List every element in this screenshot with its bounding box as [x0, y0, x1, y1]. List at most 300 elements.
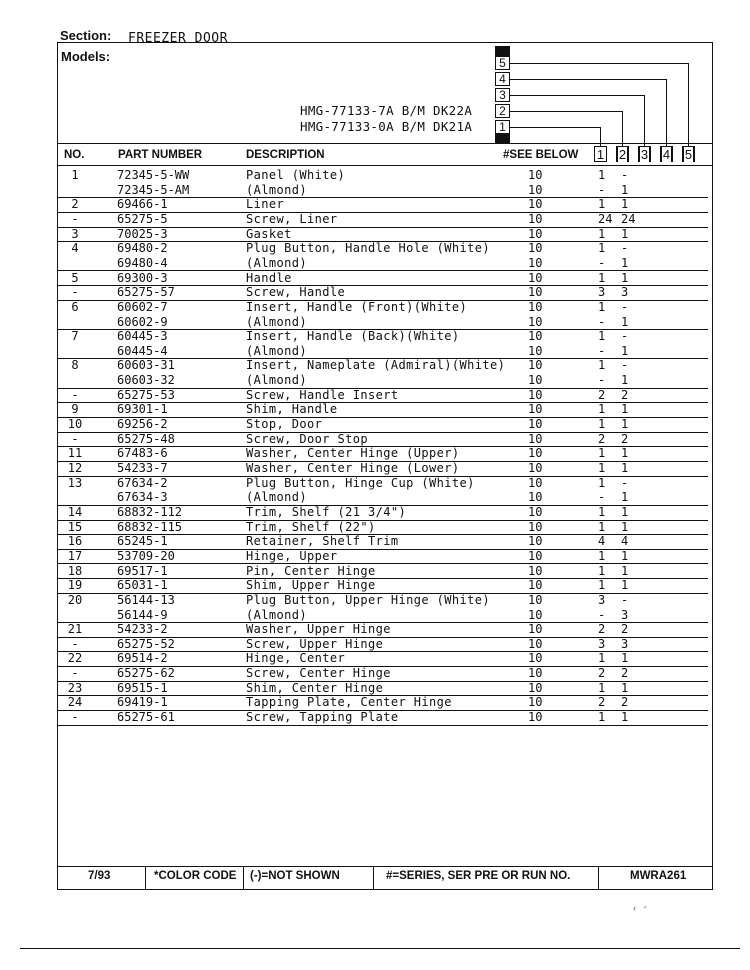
see-below-code: 10: [528, 417, 543, 432]
col-part-number-header: PART NUMBER: [118, 149, 203, 161]
part-description: Screw, Upper Hinge: [246, 636, 384, 651]
models-label: Models:: [61, 49, 111, 64]
see-below-code: 10: [528, 461, 543, 475]
table-row: [58, 402, 708, 418]
see-below-code: 10: [528, 651, 543, 666]
model-stack-cap: [495, 46, 510, 56]
part-description: Screw, Handle: [246, 285, 346, 300]
part-number: 69517-1: [117, 563, 168, 578]
part-number: 72345-5-AM: [117, 182, 190, 197]
part-number: 65275-57: [117, 285, 175, 300]
part-description: Plug Button, Upper Hinge (White): [246, 592, 490, 607]
item-number: -: [71, 431, 79, 446]
part-number: 67634-3: [117, 490, 168, 505]
model-column-3: 3: [638, 146, 651, 162]
table-row: [58, 666, 708, 682]
part-number: 69466-1: [117, 197, 168, 212]
qty-model-1: 2: [598, 622, 606, 637]
col-no-header: NO.: [64, 149, 85, 161]
see-below-code: 10: [528, 299, 543, 314]
qty-model-2: -: [621, 358, 629, 373]
see-below-code: 10: [528, 402, 543, 417]
part-number: 54233-7: [117, 461, 168, 475]
qty-model-1: 2: [598, 695, 606, 710]
qty-model-1: 1: [598, 226, 606, 241]
part-description: (Almond): [246, 314, 307, 329]
model-number-box-4: 4: [495, 72, 510, 86]
part-number: 65275-5: [117, 211, 168, 226]
model-leader-drop: [666, 79, 667, 146]
item-number: 8: [71, 358, 79, 373]
see-below-code: 10: [528, 563, 543, 578]
section-label: Section:: [60, 28, 112, 43]
qty-model-1: 2: [598, 431, 606, 446]
item-number: 9: [71, 402, 79, 417]
qty-model-2: 2: [621, 666, 629, 681]
qty-model-1: 1: [598, 475, 606, 490]
part-description: Gasket: [246, 226, 292, 241]
model-number-box-5: 5: [495, 56, 510, 70]
part-number: 65245-1: [117, 534, 168, 549]
table-row: [58, 271, 708, 287]
see-below-code: 10: [528, 241, 543, 256]
table-row: [58, 373, 708, 389]
qty-model-2: 1: [621, 402, 629, 417]
part-description: Trim, Shelf (22"): [246, 519, 376, 534]
item-number: 22: [67, 651, 83, 666]
table-row: [58, 710, 708, 726]
part-number: 70025-3: [117, 226, 168, 241]
qty-model-2: 4: [621, 534, 629, 549]
part-description: Shim, Center Hinge: [246, 680, 384, 695]
model-number-box-1: 1: [495, 120, 510, 134]
table-row: [58, 461, 708, 477]
part-description: Screw, Door Stop: [246, 431, 368, 446]
see-below-code: 10: [528, 431, 543, 446]
part-number: 69514-2: [117, 651, 168, 666]
qty-model-2: 3: [621, 636, 629, 651]
qty-model-1: -: [598, 182, 606, 197]
item-number: 3: [71, 226, 79, 241]
table-row: [58, 520, 708, 536]
part-description: (Almond): [246, 182, 307, 197]
part-number: 65031-1: [117, 578, 168, 593]
table-row: [58, 593, 708, 608]
part-description: (Almond): [246, 343, 307, 358]
qty-model-1: 1: [598, 504, 606, 519]
qty-model-1: 4: [598, 534, 606, 549]
part-description: (Almond): [246, 607, 307, 622]
part-description: (Almond): [246, 490, 307, 505]
part-number: 69419-1: [117, 695, 168, 710]
part-description: Hinge, Upper: [246, 548, 338, 563]
table-row: [58, 432, 708, 448]
table-row: [58, 241, 708, 256]
qty-model-2: 1: [621, 255, 629, 270]
part-description: Screw, Tapping Plate: [246, 710, 399, 725]
qty-model-2: 1: [621, 461, 629, 475]
qty-model-1: 3: [598, 592, 606, 607]
qty-model-2: 1: [621, 710, 629, 725]
item-number: 14: [67, 504, 83, 519]
see-below-code: 10: [528, 534, 543, 549]
item-number: 13: [67, 475, 83, 490]
part-number: 60602-7: [117, 299, 168, 314]
table-row: [58, 695, 708, 711]
model-column-2: 2: [616, 146, 629, 162]
item-number: -: [71, 666, 79, 681]
item-number: 23: [67, 680, 83, 695]
item-number: 20: [67, 592, 83, 607]
qty-model-1: 1: [598, 461, 606, 475]
footer-date: 7/93: [88, 870, 111, 882]
see-below-code: 10: [528, 622, 543, 637]
see-below-code: 10: [528, 314, 543, 329]
footer-series-note: #=SERIES, SER PRE OR RUN NO.: [386, 870, 571, 882]
part-description: Tapping Plate, Center Hinge: [246, 695, 452, 710]
item-number: 11: [67, 446, 83, 461]
item-number: 24: [67, 695, 83, 710]
item-number: 17: [67, 548, 83, 563]
part-description: Screw, Center Hinge: [246, 666, 391, 681]
table-row: [58, 329, 708, 344]
qty-model-1: 1: [598, 651, 606, 666]
handwritten-mark: ʻ ˊ: [632, 905, 648, 921]
see-below-code: 10: [528, 182, 543, 197]
table-row: [58, 344, 708, 360]
item-number: 16: [67, 534, 83, 549]
part-description: Plug Button, Hinge Cup (White): [246, 475, 475, 490]
qty-model-1: 1: [598, 563, 606, 578]
see-below-code: 10: [528, 578, 543, 593]
model-column-5: 5: [682, 146, 695, 162]
qty-model-1: 1: [598, 299, 606, 314]
table-row: [58, 534, 708, 550]
part-number: 69301-1: [117, 402, 168, 417]
table-row: [58, 212, 708, 228]
qty-model-1: 1: [598, 197, 606, 212]
see-below-code: 10: [528, 226, 543, 241]
qty-model-2: 3: [621, 607, 629, 622]
part-description: Hinge, Center: [246, 651, 346, 666]
part-description: Insert, Handle (Back)(White): [246, 329, 460, 344]
part-description: (Almond): [246, 255, 307, 270]
item-number: 15: [67, 519, 83, 534]
table-row: [58, 651, 708, 667]
see-below-code: 10: [528, 358, 543, 373]
qty-model-2: -: [621, 299, 629, 314]
part-description: Retainer, Shelf Trim: [246, 534, 399, 549]
table-row: [58, 315, 708, 331]
qty-model-1: 3: [598, 285, 606, 300]
qty-model-2: 24: [621, 211, 636, 226]
footer-divider: [373, 866, 374, 889]
qty-model-1: 24: [598, 211, 613, 226]
see-below-code: 10: [528, 197, 543, 212]
part-description: Insert, Handle (Front)(White): [246, 299, 468, 314]
qty-model-2: 3: [621, 285, 629, 300]
part-description: Liner: [246, 197, 285, 212]
qty-model-1: 1: [598, 402, 606, 417]
qty-model-1: -: [598, 255, 606, 270]
header-top-rule: [57, 143, 713, 144]
part-number: 69480-4: [117, 255, 168, 270]
part-description: Insert, Nameplate (Admiral)(White): [246, 358, 506, 373]
item-number: 6: [71, 299, 79, 314]
see-below-code: 10: [528, 548, 543, 563]
qty-model-1: 2: [598, 387, 606, 402]
part-number: 72345-5-WW: [117, 168, 190, 182]
see-below-code: 10: [528, 666, 543, 681]
part-number: 65275-61: [117, 710, 175, 725]
part-description: Panel (White): [246, 168, 346, 182]
qty-model-2: 1: [621, 563, 629, 578]
qty-model-2: 2: [621, 387, 629, 402]
table-row: [58, 681, 708, 697]
see-below-code: 10: [528, 446, 543, 461]
see-below-code: 10: [528, 387, 543, 402]
part-number: 60602-9: [117, 314, 168, 329]
item-number: -: [71, 710, 79, 725]
footer-color-code: *COLOR CODE: [154, 870, 237, 882]
item-number: 19: [67, 578, 83, 593]
model-column-4: 4: [660, 146, 673, 162]
qty-model-1: 1: [598, 446, 606, 461]
item-number: 4: [71, 241, 79, 256]
table-row: [58, 358, 708, 373]
table-row: [58, 549, 708, 565]
qty-model-2: 1: [621, 197, 629, 212]
qty-model-2: -: [621, 168, 629, 182]
qty-model-1: 3: [598, 636, 606, 651]
qty-model-1: 1: [598, 358, 606, 373]
see-below-code: 10: [528, 607, 543, 622]
see-below-code: 10: [528, 710, 543, 725]
qty-model-2: -: [621, 592, 629, 607]
qty-model-2: 1: [621, 226, 629, 241]
see-below-code: 10: [528, 168, 543, 182]
part-number: 65275-48: [117, 431, 175, 446]
see-below-code: 10: [528, 519, 543, 534]
item-number: 1: [71, 168, 79, 182]
qty-model-1: 1: [598, 680, 606, 695]
table-row: [58, 300, 708, 315]
part-description: Washer, Upper Hinge: [246, 622, 391, 637]
see-below-code: 10: [528, 329, 543, 344]
qty-model-1: 1: [598, 241, 606, 256]
part-description: Handle: [246, 270, 292, 285]
item-number: 5: [71, 270, 79, 285]
table-row: [58, 168, 708, 183]
qty-model-1: 1: [598, 548, 606, 563]
qty-model-2: -: [621, 329, 629, 344]
see-below-code: 10: [528, 285, 543, 300]
qty-model-2: -: [621, 475, 629, 490]
footer-divider: [598, 866, 599, 889]
part-description: Shim, Upper Hinge: [246, 578, 376, 593]
table-row: [58, 183, 708, 199]
table-row: [58, 285, 708, 301]
table-row: [58, 446, 708, 462]
table-row: [58, 197, 708, 213]
qty-model-1: 2: [598, 666, 606, 681]
part-description: Washer, Center Hinge (Upper): [246, 446, 460, 461]
see-below-code: 10: [528, 211, 543, 226]
qty-model-2: 1: [621, 519, 629, 534]
qty-model-1: 1: [598, 578, 606, 593]
see-below-code: 10: [528, 504, 543, 519]
qty-model-2: 2: [621, 695, 629, 710]
see-below-code: 10: [528, 475, 543, 490]
qty-model-1: -: [598, 607, 606, 622]
qty-model-2: 1: [621, 417, 629, 432]
table-row: [58, 578, 708, 594]
see-below-code: 10: [528, 592, 543, 607]
qty-model-2: 1: [621, 504, 629, 519]
qty-model-2: 1: [621, 446, 629, 461]
item-number: 2: [71, 197, 79, 212]
qty-model-2: 2: [621, 431, 629, 446]
part-description: Shim, Handle: [246, 402, 338, 417]
model-leader-line: [510, 63, 688, 64]
part-number: 69480-2: [117, 241, 168, 256]
part-number: 65275-52: [117, 636, 175, 651]
model-number-box-2: 2: [495, 104, 510, 118]
part-number: 67483-6: [117, 446, 168, 461]
part-number: 65275-62: [117, 666, 175, 681]
col-see-below-header: #SEE BELOW: [503, 149, 579, 161]
part-number: 56144-9: [117, 607, 168, 622]
see-below-code: 10: [528, 270, 543, 285]
model-leader-drop: [644, 95, 645, 146]
part-description: Plug Button, Handle Hole (White): [246, 241, 490, 256]
item-number: 7: [71, 329, 79, 344]
item-number: 10: [67, 417, 83, 432]
item-number: 21: [67, 622, 83, 637]
part-description: Screw, Handle Insert: [246, 387, 399, 402]
part-number: 60445-3: [117, 329, 168, 344]
item-number: -: [71, 387, 79, 402]
col-description-header: DESCRIPTION: [246, 149, 325, 161]
qty-model-2: 2: [621, 622, 629, 637]
see-below-code: 10: [528, 680, 543, 695]
footer-divider: [145, 866, 146, 889]
part-number: 68832-115: [117, 519, 183, 534]
part-number: 65275-53: [117, 387, 175, 402]
see-below-code: 10: [528, 255, 543, 270]
table-row: [58, 637, 708, 653]
qty-model-2: 1: [621, 680, 629, 695]
part-number: 56144-13: [117, 592, 175, 607]
qty-model-1: 1: [598, 329, 606, 344]
part-number: 60603-32: [117, 373, 175, 388]
page-bottom-rule: [20, 948, 740, 949]
part-number: 69515-1: [117, 680, 168, 695]
part-description: Screw, Liner: [246, 211, 338, 226]
model-leader-line: [510, 111, 622, 112]
part-description: Trim, Shelf (21 3/4"): [246, 504, 407, 519]
qty-model-2: 1: [621, 314, 629, 329]
table-row: [58, 608, 708, 624]
qty-model-1: 1: [598, 270, 606, 285]
see-below-code: 10: [528, 490, 543, 505]
qty-model-2: 1: [621, 373, 629, 388]
table-row: [58, 256, 708, 272]
item-number: -: [71, 636, 79, 651]
table-row: [58, 490, 708, 506]
model-leader-drop: [622, 111, 623, 146]
model-leader-line: [510, 79, 666, 80]
qty-model-1: -: [598, 373, 606, 388]
table-row: [58, 417, 708, 433]
qty-model-2: 1: [621, 578, 629, 593]
model-number-box-3: 3: [495, 88, 510, 102]
model-column-1: 1: [594, 146, 607, 162]
part-number: 69256-2: [117, 417, 168, 432]
part-number: 68832-112: [117, 504, 183, 519]
qty-model-2: 1: [621, 182, 629, 197]
qty-model-1: -: [598, 490, 606, 505]
table-row: [58, 505, 708, 521]
footer-doc-id: MWRA261: [630, 870, 687, 882]
qty-model-2: 1: [621, 548, 629, 563]
part-number: 60445-4: [117, 343, 168, 358]
part-number: 53709-20: [117, 548, 175, 563]
table-row: [58, 227, 708, 243]
qty-model-1: 1: [598, 519, 606, 534]
qty-model-2: 1: [621, 270, 629, 285]
model-leader-line: [510, 127, 600, 128]
footer-top-rule: [57, 866, 713, 867]
part-description: (Almond): [246, 373, 307, 388]
qty-model-2: 1: [621, 490, 629, 505]
see-below-code: 10: [528, 373, 543, 388]
item-number: -: [71, 285, 79, 300]
model-leader-line: [510, 95, 644, 96]
qty-model-1: -: [598, 314, 606, 329]
qty-model-2: -: [621, 241, 629, 256]
qty-model-2: 1: [621, 343, 629, 358]
qty-model-1: 1: [598, 417, 606, 432]
model-leader-drop: [688, 63, 689, 146]
table-row: [58, 622, 708, 638]
qty-model-1: 1: [598, 168, 606, 182]
header-bottom-rule: [57, 165, 713, 166]
part-description: Stop, Door: [246, 417, 323, 432]
model-name-1: HMG-77133-0A B/M DK21A: [300, 119, 473, 134]
model-stack-cap: [495, 134, 510, 143]
part-number: 60603-31: [117, 358, 175, 373]
part-number: 54233-2: [117, 622, 168, 637]
part-number: 67634-2: [117, 475, 168, 490]
footer-divider: [243, 866, 244, 889]
see-below-code: 10: [528, 636, 543, 651]
section-value: FREEZER DOOR: [128, 31, 228, 46]
see-below-code: 10: [528, 343, 543, 358]
model-name-2: HMG-77133-7A B/M DK22A: [300, 103, 473, 118]
part-description: Washer, Center Hinge (Lower): [246, 461, 460, 475]
qty-model-1: 1: [598, 710, 606, 725]
table-row: [58, 388, 708, 404]
table-row: [58, 476, 708, 491]
table-row: [58, 564, 708, 580]
qty-model-1: -: [598, 343, 606, 358]
part-number: 69300-3: [117, 270, 168, 285]
item-number: 12: [67, 461, 83, 475]
item-number: -: [71, 211, 79, 226]
see-below-code: 10: [528, 695, 543, 710]
qty-model-2: 1: [621, 651, 629, 666]
